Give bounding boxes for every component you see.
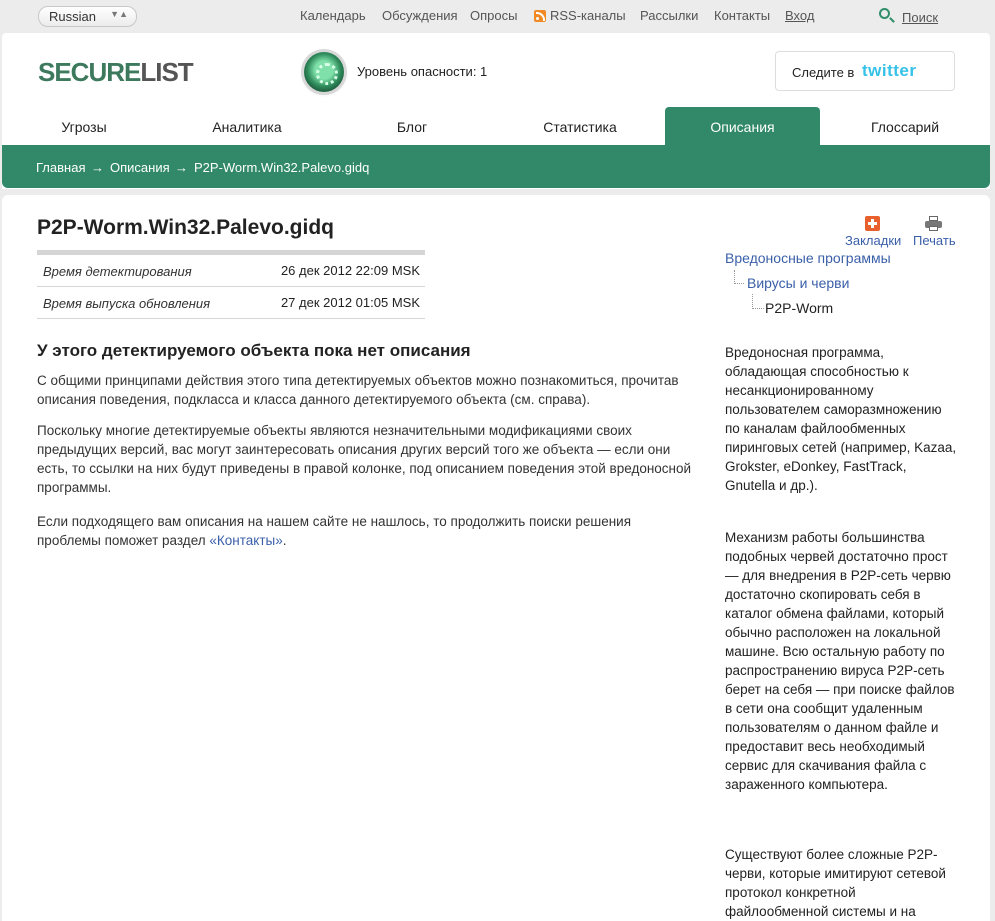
meta-value: 27 дек 2012 01:05 MSK [280, 295, 420, 310]
tab-threats[interactable]: Угрозы [61, 119, 107, 135]
securelist-logo[interactable] [38, 57, 193, 88]
content-area [2, 195, 990, 921]
breadcrumb-separator: → [175, 160, 188, 175]
top-nav-contacts[interactable]: Контакты [714, 8, 771, 23]
language-select-value: Russian [49, 9, 96, 24]
tree-item-p2p-worm: P2P-Worm [765, 300, 834, 316]
description-paragraph: С общими принципами действия этого типа детектируемых объектов можно познакомиться, прочитав описания поведения, подкласса и класса данного детектируемого объекта (см. справа). [37, 373, 679, 407]
language-select[interactable] [38, 6, 137, 27]
breadcrumb-home[interactable]: Главная [36, 160, 86, 175]
top-nav-polls[interactable]: Опросы [470, 8, 518, 23]
rss-icon [534, 10, 546, 22]
description-paragraph: Поскольку многие детектируемые объекты являются незначительными модификациями своих предыдущих версий, вас могут заинтересовать описания других версий того же объекта — если они есть, то ссылки на них будут приведены в правой колонке, под описанием поведения этой вредоносной программы. [37, 423, 692, 495]
logo-text-tail: LIST [140, 57, 193, 87]
print-icon[interactable] [925, 216, 942, 231]
top-utility-bar [0, 0, 995, 33]
twitter-logo-icon: twitter [862, 61, 917, 80]
contacts-link[interactable]: «Контакты» [209, 533, 283, 548]
top-nav-mailing[interactable]: Рассылки [640, 8, 699, 23]
threat-level-text: Уровень опасности: 1 [357, 64, 488, 79]
twitter-follow-label: Следите в [792, 65, 855, 80]
meta-key: Время выпуска обновления [43, 296, 211, 311]
breadcrumb-separator: → [91, 160, 104, 175]
sidebar-paragraph: Существуют более сложные P2P-черви, которые имитируют сетевой протокол конкретной файлообменной системы и на [725, 847, 946, 919]
bookmark-add-icon[interactable] [865, 216, 880, 231]
sidebar-paragraph: Вредоносная программа, обладающая способностью к несанкционированному пользователем саморазмножению по каналам файлообменных пиринговых сетей (например, Kazaa, Grokster, eDonkey, FastTrack, Gnutella и др.). [725, 345, 957, 493]
print-link[interactable]: Печать [913, 233, 956, 248]
search-icon[interactable] [879, 8, 890, 19]
bookmarks-link[interactable]: Закладки [845, 233, 902, 248]
page-title: P2P-Worm.Win32.Palevo.gidq [37, 216, 334, 239]
tree-item-malware[interactable]: Вредоносные программы [725, 250, 891, 266]
tree-connector [734, 270, 744, 284]
meta-value: 26 дек 2012 22:09 MSK [280, 263, 420, 278]
top-nav-rss[interactable]: RSS-каналы [550, 8, 626, 23]
description-heading: У этого детектируемого объекта пока нет описания [37, 341, 471, 360]
chevron-down-icon: ▼▲ [110, 9, 128, 19]
tree-item-viruses-worms[interactable]: Вирусы и черви [747, 275, 850, 291]
top-nav-discussions[interactable]: Обсуждения [382, 8, 458, 23]
tab-analytics[interactable]: Аналитика [212, 119, 282, 135]
tab-descriptions[interactable]: Описания [665, 107, 820, 145]
meta-key: Время детектирования [43, 264, 192, 279]
breadcrumb [2, 145, 990, 188]
breadcrumb-current: P2P-Worm.Win32.Palevo.gidq [194, 160, 370, 175]
tab-statistics[interactable]: Статистика [543, 119, 617, 135]
description-paragraph-end: . [282, 533, 287, 548]
threat-level-orb-icon [304, 52, 344, 92]
table-row [37, 255, 425, 287]
breadcrumb-descriptions[interactable]: Описания [110, 160, 170, 175]
top-nav-calendar[interactable]: Календарь [300, 8, 366, 23]
search-link[interactable]: Поиск [902, 10, 939, 25]
sidebar-paragraph: Механизм работы большинства подобных червей достаточно прост — для внедрения в P2P-сеть червю достаточно скопировать себя в каталог обмена файлами, который обычно расположен на локальной машине. Всю остальную работу по распространению вируса P2P-сеть берет на себя — при поиске файлов в сети она сообщит удаленным пользователям о данном файле и предоставит весь необходимый сервис для скачивания файла с зараженного компьютера. [725, 530, 955, 792]
twitter-follow-button[interactable] [775, 51, 955, 91]
table-row [37, 287, 425, 319]
logo-text-main: SECURE [38, 57, 141, 87]
description-paragraph [37, 512, 697, 550]
tab-blog[interactable]: Блог [396, 119, 428, 135]
main-tabs [2, 107, 990, 145]
description-paragraph-text: Если подходящего вам описания на нашем сайте не нашлось, то продолжить поиски решения проблемы поможет раздел [37, 514, 632, 548]
tab-glossary[interactable]: Глоссарий [870, 119, 940, 135]
detection-meta-table [37, 250, 425, 319]
login-link[interactable]: Вход [785, 8, 815, 23]
tree-connector [752, 294, 764, 309]
